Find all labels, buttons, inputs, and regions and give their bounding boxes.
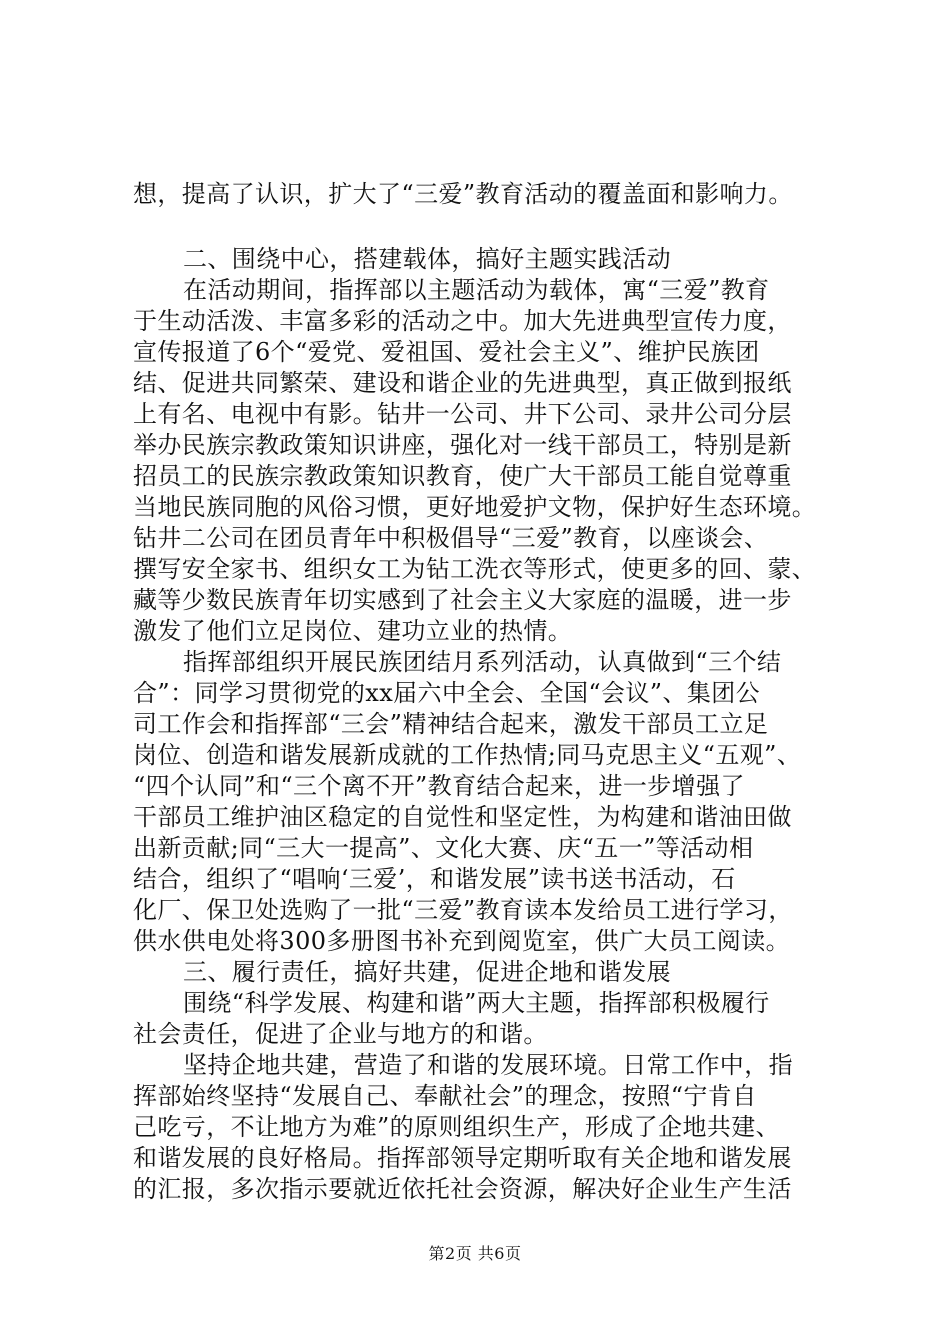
section-heading: 三、履行责任，搞好共建，促进企地和谐发展 — [183, 958, 671, 986]
text-line: 想，提高了认识，扩大了“三爱”教育活动的覆盖面和影响力。 — [133, 180, 793, 208]
text-line: 结、促进共同繁荣、建设和谐企业的先进典型，真正做到报纸 — [133, 369, 792, 397]
text-line: 激发了他们立足岗位、建功立业的热情。 — [133, 617, 573, 645]
text-line: 于生动活泼、丰富多彩的活动之中。加大先进典型宣传力度， — [133, 307, 792, 335]
text-line: 合”：同学习贯彻党的xx届六中全会、全国“会议”、集团公 — [133, 679, 761, 707]
text-line: 岗位、创造和谐发展新成就的工作热情;同马克思主义“五观”、 — [133, 741, 802, 769]
text-line: 当地民族同胞的风俗习惯，更好地爱护文物，保护好生态环境。 — [133, 493, 817, 521]
text-line: 藏等少数民族青年切实感到了社会主义大家庭的温暖，进一步 — [133, 586, 792, 614]
text-line: 围绕“科学发展、构建和谐”两大主题，指挥部积极履行 — [183, 989, 770, 1017]
text-line: 钻井二公司在团员青年中积极倡导“三爱”教育，以座谈会、 — [133, 524, 769, 552]
text-line: 在活动期间，指挥部以主题活动为载体，寓“三爱”教育 — [183, 276, 770, 304]
text-line: 招员工的民族宗教政策知识教育，使广大干部员工能自觉尊重 — [133, 462, 792, 490]
text-line: 挥部始终坚持“发展自己、奉献社会”的理念，按照“宁肯自 — [133, 1082, 757, 1110]
text-line: 供水供电处将300多册图书补充到阅览室，供广大员工阅读。 — [133, 927, 791, 955]
text-line: 宣传报道了6个“爱党、爱祖国、爱社会主义”、维护民族团 — [133, 338, 760, 366]
text-line: 上有名、电视中有影。钻井一公司、井下公司、录井公司分层 — [133, 400, 792, 428]
text-line: 干部员工维护油区稳定的自觉性和坚定性，为构建和谐油田做 — [133, 803, 792, 831]
section-heading: 二、围绕中心，搭建载体，搞好主题实践活动 — [183, 245, 671, 273]
text-line: 司工作会和指挥部“三会”精神结合起来，激发干部员工立足 — [133, 710, 769, 738]
text-line: 的汇报，多次指示要就近依托社会资源，解决好企业生产生活 — [133, 1175, 792, 1203]
text-line: 撰写安全家书、组织女工为钻工洗衣等形式，使更多的回、蒙、 — [133, 555, 817, 583]
text-line: “四个认同”和“三个离不开”教育结合起来，进一步增强了 — [133, 772, 745, 800]
text-line: 化厂、保卫处选购了一批“三爱”教育读本发给员工进行学习， — [133, 896, 793, 924]
text-line: 出新贡献;同“三大一提高”、文化大赛、庆“五一”等活动相 — [133, 834, 754, 862]
text-line: 和谐发展的良好格局。指挥部领导定期听取有关企地和谐发展 — [133, 1144, 792, 1172]
text-line: 举办民族宗教政策知识讲座，强化对一线干部员工，特别是新 — [133, 431, 792, 459]
page-number: 第2页 共6页 — [428, 1244, 522, 1263]
text-line: 己吃亏，不让地方为难”的原则组织生产，形成了企地共建、 — [133, 1113, 781, 1141]
text-line: 结合，组织了“唱响‘三爱’，和谐发展”读书送书活动，石 — [133, 865, 736, 893]
text-line: 指挥部组织开展民族团结月系列活动，认真做到“三个结 — [183, 648, 782, 676]
text-line: 坚持企地共建，营造了和谐的发展环境。日常工作中，指 — [183, 1051, 793, 1079]
text-line: 社会责任，促进了企业与地方的和谐。 — [133, 1020, 548, 1048]
